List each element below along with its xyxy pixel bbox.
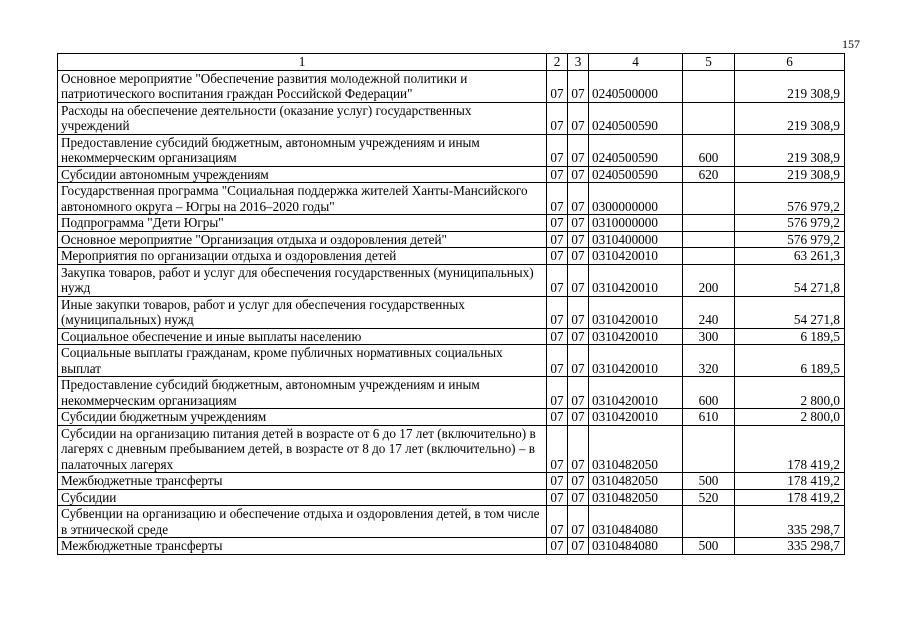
row-section-cell: 07 xyxy=(547,489,568,506)
row-section-cell: 07 xyxy=(547,215,568,232)
table-row xyxy=(58,70,845,102)
row-amount-cell: 54 271,8 xyxy=(735,296,845,328)
row-expense-type-cell xyxy=(683,183,735,215)
row-amount-cell: 178 419,2 xyxy=(735,425,845,473)
row-amount-cell: 576 979,2 xyxy=(735,215,845,232)
row-expense-type-cell xyxy=(683,425,735,473)
row-expense-type-cell: 320 xyxy=(683,345,735,377)
table-row xyxy=(58,538,845,555)
row-expense-type-cell: 610 xyxy=(683,409,735,426)
table-row xyxy=(58,134,845,166)
row-amount-cell: 219 308,9 xyxy=(735,134,845,166)
row-expense-type-cell: 500 xyxy=(683,473,735,490)
header-col-5: 5 xyxy=(683,54,735,71)
row-target-code-cell: 0310420010 xyxy=(589,345,683,377)
row-name-cell: Социальное обеспечение и иные выплаты населению xyxy=(58,328,547,345)
table-row xyxy=(58,215,845,232)
row-amount-cell: 2 800,0 xyxy=(735,377,845,409)
table-row xyxy=(58,102,845,134)
row-name-cell: Субсидии xyxy=(58,489,547,506)
row-subsection-cell: 07 xyxy=(568,345,589,377)
table-row xyxy=(58,345,845,377)
row-section-cell: 07 xyxy=(547,538,568,555)
row-name-cell: Иные закупки товаров, работ и услуг для обеспечения государственных (муниципальных) нужд xyxy=(58,296,547,328)
row-name-cell: Межбюджетные трансферты xyxy=(58,473,547,490)
row-section-cell: 07 xyxy=(547,409,568,426)
row-expense-type-cell xyxy=(683,215,735,232)
row-subsection-cell: 07 xyxy=(568,489,589,506)
row-target-code-cell: 0310420010 xyxy=(589,409,683,426)
row-amount-cell: 576 979,2 xyxy=(735,231,845,248)
row-name-cell: Мероприятия по организации отдыха и оздоровления детей xyxy=(58,248,547,265)
row-amount-cell: 54 271,8 xyxy=(735,264,845,296)
row-amount-cell: 335 298,7 xyxy=(735,538,845,555)
row-subsection-cell: 07 xyxy=(568,409,589,426)
table-row xyxy=(58,328,845,345)
row-expense-type-cell: 240 xyxy=(683,296,735,328)
row-expense-type-cell: 500 xyxy=(683,538,735,555)
row-expense-type-cell xyxy=(683,70,735,102)
row-target-code-cell: 0240500000 xyxy=(589,70,683,102)
row-amount-cell: 178 419,2 xyxy=(735,489,845,506)
row-name-cell: Субсидии бюджетным учреждениям xyxy=(58,409,547,426)
table-row xyxy=(58,183,845,215)
row-name-cell: Государственная программа "Социальная поддержка жителей Ханты-Мансийского автономного округа – Югры на 2016–2020 годы" xyxy=(58,183,547,215)
table-row xyxy=(58,264,845,296)
row-name-cell: Расходы на обеспечение деятельности (оказание услуг) государственных учреждений xyxy=(58,102,547,134)
row-amount-cell: 2 800,0 xyxy=(735,409,845,426)
row-target-code-cell: 0310484080 xyxy=(589,538,683,555)
row-name-cell: Основное мероприятие "Организация отдыха и оздоровления детей" xyxy=(58,231,547,248)
row-section-cell: 07 xyxy=(547,296,568,328)
row-amount-cell: 178 419,2 xyxy=(735,473,845,490)
row-target-code-cell: 0240500590 xyxy=(589,166,683,183)
table-row xyxy=(58,489,845,506)
table-row xyxy=(58,296,845,328)
table-body xyxy=(58,70,845,554)
row-name-cell: Социальные выплаты гражданам, кроме публичных нормативных социальных выплат xyxy=(58,345,547,377)
row-target-code-cell: 0310400000 xyxy=(589,231,683,248)
row-section-cell: 07 xyxy=(547,473,568,490)
row-target-code-cell: 0310420010 xyxy=(589,377,683,409)
header-col-1: 1 xyxy=(58,54,547,71)
row-expense-type-cell: 520 xyxy=(683,489,735,506)
budget-table xyxy=(57,53,845,555)
row-name-cell: Подпрограмма "Дети Югры" xyxy=(58,215,547,232)
row-subsection-cell: 07 xyxy=(568,248,589,265)
table-row xyxy=(58,409,845,426)
row-name-cell: Субсидии на организацию питания детей в возрасте от 6 до 17 лет (включительно) в лагерях с дневным пребыванием детей, в возрасте от 8 до 17 лет (включительно) – в палаточных лагерях xyxy=(58,425,547,473)
row-name-cell: Предоставление субсидий бюджетным, автономным учреждениям и иным некоммерческим организациям xyxy=(58,134,547,166)
header-col-4: 4 xyxy=(589,54,683,71)
row-expense-type-cell: 200 xyxy=(683,264,735,296)
row-subsection-cell: 07 xyxy=(568,296,589,328)
header-row xyxy=(58,54,845,71)
row-section-cell: 07 xyxy=(547,134,568,166)
row-name-cell: Основное мероприятие "Обеспечение развития молодежной политики и патриотического воспитания граждан Российской Федерации" xyxy=(58,70,547,102)
row-subsection-cell: 07 xyxy=(568,473,589,490)
row-target-code-cell: 0300000000 xyxy=(589,183,683,215)
row-section-cell: 07 xyxy=(547,183,568,215)
row-amount-cell: 219 308,9 xyxy=(735,102,845,134)
row-section-cell: 07 xyxy=(547,345,568,377)
row-target-code-cell: 0310482050 xyxy=(589,489,683,506)
row-expense-type-cell xyxy=(683,102,735,134)
row-target-code-cell: 0310482050 xyxy=(589,425,683,473)
row-expense-type-cell xyxy=(683,231,735,248)
row-amount-cell: 219 308,9 xyxy=(735,70,845,102)
row-section-cell: 07 xyxy=(547,425,568,473)
row-subsection-cell: 07 xyxy=(568,70,589,102)
row-subsection-cell: 07 xyxy=(568,183,589,215)
row-section-cell: 07 xyxy=(547,70,568,102)
row-subsection-cell: 07 xyxy=(568,264,589,296)
row-name-cell: Межбюджетные трансферты xyxy=(58,538,547,555)
row-expense-type-cell xyxy=(683,506,735,538)
row-amount-cell: 6 189,5 xyxy=(735,328,845,345)
page-number: 157 xyxy=(842,37,860,51)
row-section-cell: 07 xyxy=(547,248,568,265)
row-target-code-cell: 0310482050 xyxy=(589,473,683,490)
table-row xyxy=(58,425,845,473)
row-name-cell: Предоставление субсидий бюджетным, автономным учреждениям и иным некоммерческим организациям xyxy=(58,377,547,409)
row-subsection-cell: 07 xyxy=(568,215,589,232)
header-col-2: 2 xyxy=(547,54,568,71)
row-target-code-cell: 0310484080 xyxy=(589,506,683,538)
row-target-code-cell: 0310420010 xyxy=(589,248,683,265)
row-name-cell: Субвенции на организацию и обеспечение отдыха и оздоровления детей, в том числе в этнической среде xyxy=(58,506,547,538)
table-row xyxy=(58,248,845,265)
row-amount-cell: 6 189,5 xyxy=(735,345,845,377)
row-target-code-cell: 0310420010 xyxy=(589,328,683,345)
row-subsection-cell: 07 xyxy=(568,377,589,409)
row-section-cell: 07 xyxy=(547,231,568,248)
row-subsection-cell: 07 xyxy=(568,166,589,183)
row-subsection-cell: 07 xyxy=(568,231,589,248)
row-expense-type-cell: 600 xyxy=(683,377,735,409)
table-row xyxy=(58,377,845,409)
row-target-code-cell: 0310420010 xyxy=(589,264,683,296)
table-row xyxy=(58,506,845,538)
row-subsection-cell: 07 xyxy=(568,328,589,345)
row-subsection-cell: 07 xyxy=(568,538,589,555)
row-name-cell: Закупка товаров, работ и услуг для обеспечения государственных (муниципальных) нужд xyxy=(58,264,547,296)
row-amount-cell: 63 261,3 xyxy=(735,248,845,265)
row-subsection-cell: 07 xyxy=(568,134,589,166)
row-target-code-cell: 0240500590 xyxy=(589,102,683,134)
row-amount-cell: 219 308,9 xyxy=(735,166,845,183)
row-name-cell: Субсидии автономным учреждениям xyxy=(58,166,547,183)
table-row xyxy=(58,166,845,183)
row-expense-type-cell: 600 xyxy=(683,134,735,166)
row-expense-type-cell: 620 xyxy=(683,166,735,183)
row-amount-cell: 576 979,2 xyxy=(735,183,845,215)
row-section-cell: 07 xyxy=(547,328,568,345)
row-subsection-cell: 07 xyxy=(568,506,589,538)
row-section-cell: 07 xyxy=(547,166,568,183)
row-section-cell: 07 xyxy=(547,506,568,538)
header-col-6: 6 xyxy=(735,54,845,71)
header-col-3: 3 xyxy=(568,54,589,71)
row-subsection-cell: 07 xyxy=(568,102,589,134)
row-section-cell: 07 xyxy=(547,377,568,409)
row-amount-cell: 335 298,7 xyxy=(735,506,845,538)
row-target-code-cell: 0310420010 xyxy=(589,296,683,328)
row-target-code-cell: 0240500590 xyxy=(589,134,683,166)
row-expense-type-cell: 300 xyxy=(683,328,735,345)
row-section-cell: 07 xyxy=(547,102,568,134)
row-target-code-cell: 0310000000 xyxy=(589,215,683,232)
row-subsection-cell: 07 xyxy=(568,425,589,473)
row-expense-type-cell xyxy=(683,248,735,265)
row-section-cell: 07 xyxy=(547,264,568,296)
table-row xyxy=(58,473,845,490)
table-row xyxy=(58,231,845,248)
